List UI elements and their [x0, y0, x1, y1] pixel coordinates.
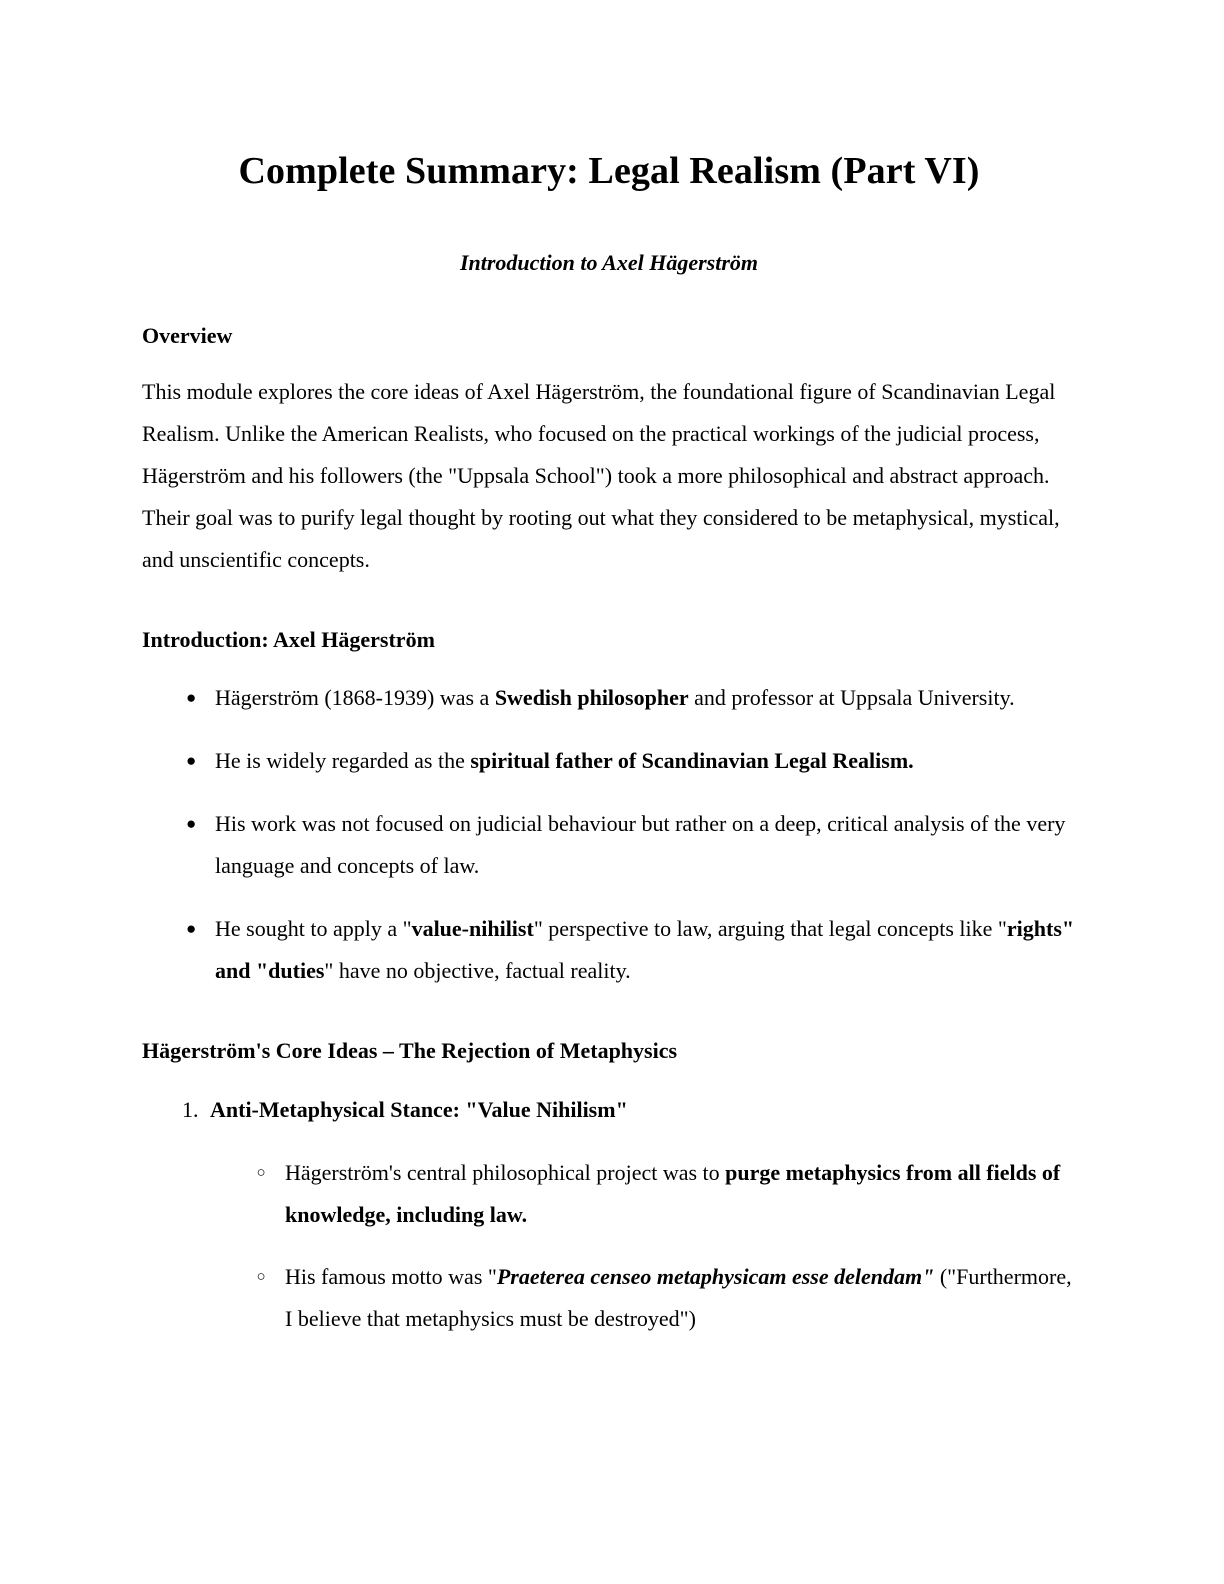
list-item — [142, 677, 1076, 719]
section-heading-overview: Overview — [142, 323, 233, 349]
text-run: " have no objective, factual reality. — [324, 957, 631, 983]
text-run: rights" and "duties — [215, 915, 1075, 983]
text-run: His famous motto was " — [285, 1264, 497, 1290]
sub-list-item — [210, 1256, 1076, 1340]
text-run: and professor at Uppsala University. — [688, 684, 1015, 710]
list-item — [142, 740, 1076, 782]
sub-bullet-list — [210, 1152, 1076, 1340]
section-heading-core-ideas: Hägerström's Core Ideas – The Rejection of Metaphysics — [142, 1037, 678, 1063]
document-subtitle: Introduction to Axel Hägerström — [459, 249, 759, 275]
document-content — [142, 148, 1076, 1340]
text-run: Praeterea censeo metaphysicam esse delendam" — [496, 1264, 935, 1290]
list-number: 1. — [182, 1097, 199, 1123]
sub-list-item — [210, 1152, 1076, 1236]
bullet-disc-icon: ● — [186, 750, 197, 770]
section-heading-introduction: Introduction: Axel Hägerström — [142, 626, 435, 652]
text-run: His work was not focused on judicial behaviour but rather on a deep, critical analysis of the very language and concepts of law. — [215, 810, 1066, 878]
text-run: Swedish philosopher — [494, 684, 689, 710]
list-item — [142, 908, 1076, 992]
text-run: spiritual father of Scandinavian Legal Realism. — [470, 747, 914, 773]
list-item-text — [215, 685, 1015, 710]
text-run: purge metaphysics from all fields of knowledge, including law. — [285, 1160, 1061, 1228]
list-item — [142, 803, 1076, 887]
bullet-disc-icon: ● — [186, 687, 197, 707]
bullet-disc-icon: ● — [186, 918, 197, 938]
text-run: ("Furthermore, I believe that metaphysics must be destroyed") — [285, 1264, 1072, 1332]
list-item-text — [215, 748, 914, 773]
list-item-text — [215, 916, 1074, 983]
text-run: value-nihilist — [411, 915, 534, 941]
sub-list-item-text — [285, 1264, 1072, 1331]
overview-paragraph: This module explores the core ideas of Axel Hägerström, the foundational figure of Scandinavian Legal Realism. Unlike the American Realists, who focused on the practical workings of the judicial process, Hägerström and his followers (the "Uppsala School") took a more philosophical and abstract approach. Their goal was to purify legal thought by rooting out what they considered to be metaphysical, mystical, and unscientific concepts. — [142, 378, 1060, 572]
numbered-list-item — [142, 1089, 1076, 1340]
bullet-circle-icon: ○ — [256, 1269, 266, 1286]
list-item-text — [215, 811, 1065, 878]
numbered-list-item-title: Anti-Metaphysical Stance: "Value Nihilism" — [210, 1097, 628, 1123]
introduction-bullet-list — [142, 677, 1076, 992]
text-run: " perspective to law, arguing that legal concepts like " — [533, 915, 1007, 941]
sub-list-item-text — [285, 1160, 1060, 1227]
bullet-circle-icon: ○ — [256, 1165, 266, 1182]
text-run: Hägerström's central philosophical project was to — [285, 1160, 726, 1186]
text-run: Hägerström (1868-1939) was a — [215, 684, 495, 710]
text-run: He is widely regarded as the — [215, 747, 471, 773]
core-ideas-numbered-list — [142, 1089, 1076, 1340]
text-run: He sought to apply a " — [215, 915, 412, 941]
page-title: Complete Summary: Legal Realism (Part VI) — [238, 150, 980, 192]
bullet-disc-icon: ● — [186, 813, 197, 833]
